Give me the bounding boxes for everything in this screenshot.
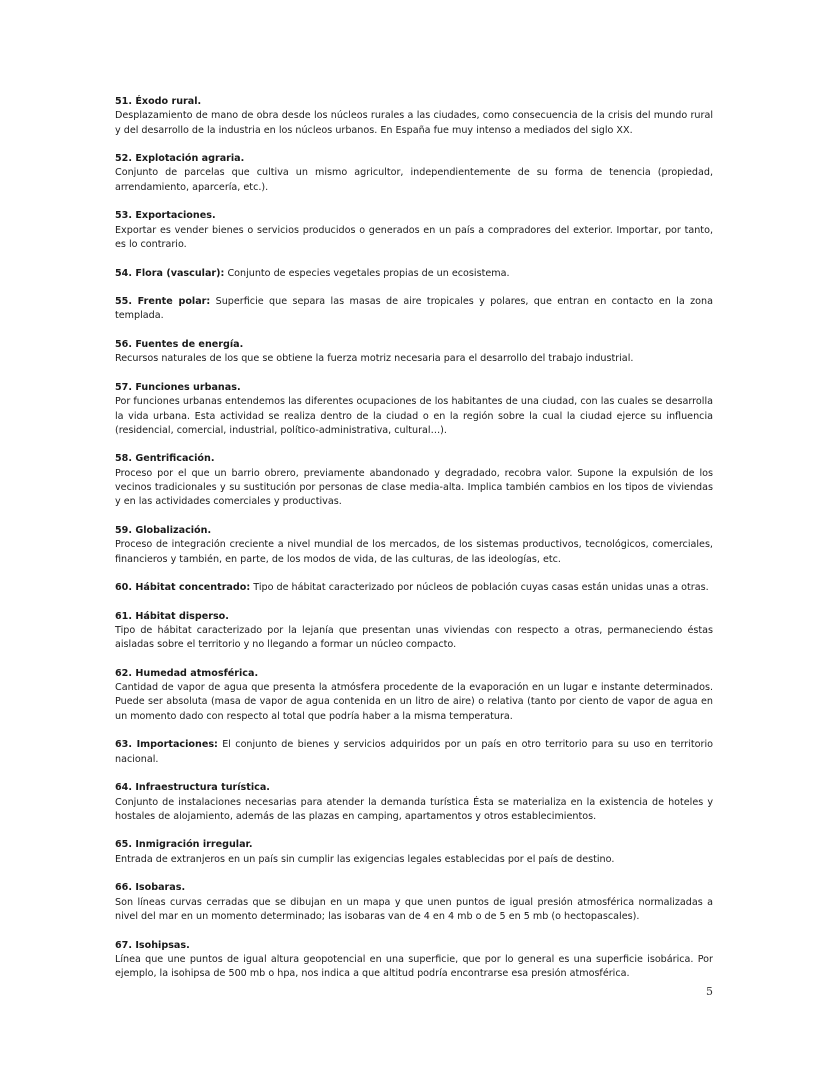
- entry-term: 58. Gentrificación.: [115, 453, 215, 465]
- entry-definition: Proceso de integración creciente a nivel mundial de los mercados, de los sistemas productivos, tecnológicos, comerciales, financieros y también, en parte, de los modos de vida, de las culturas, de las ideologías, etc.: [115, 539, 713, 565]
- entry-definition: Conjunto de especies vegetales propias de un ecosistema.: [227, 267, 510, 279]
- glossary-entry-59: [115, 524, 713, 567]
- entry-term: 62. Humedad atmosférica.: [115, 667, 259, 679]
- glossary-entry-63: [115, 738, 713, 767]
- glossary-entry-52: [115, 152, 713, 195]
- entry-term: 57. Funciones urbanas.: [115, 381, 241, 393]
- glossary-entry-54: [115, 267, 713, 281]
- entry-definition: Son líneas curvas cerradas que se dibujan en un mapa y que unen puntos de igual presión atmosférica normalizadas a nivel del mar en un momento determinado; las isobaras van de 4 en 4 mb o de 5 en 5 mb (o hectopascales).: [115, 896, 713, 922]
- glossary-entry-55: [115, 295, 713, 324]
- entry-term: 67. Isohipsas.: [115, 939, 190, 951]
- page-number: 5: [706, 985, 713, 998]
- entry-term: 59. Globalización.: [115, 524, 212, 536]
- entry-definition: Proceso por el que un barrio obrero, previamente abandonado y degradado, recobra valor. Supone la expulsión de los vecinos tradicionales y su sustitución por personas de clase media-alta. Implica también cambios en los tipos de viviendas y en las actividades comerciales y productivas.: [115, 467, 713, 508]
- glossary-entry-51: [115, 95, 713, 138]
- entry-term: 56. Fuentes de energía.: [115, 339, 244, 351]
- entry-term: 55. Frente polar:: [115, 296, 211, 308]
- entry-definition: Desplazamiento de mano de obra desde los núcleos rurales a las ciudades, como consecuencia de la crisis del mundo rural y del desarrollo de la industria en los núcleos urbanos. En España fue muy intenso a mediados del siglo XX.: [115, 110, 713, 136]
- entry-definition: Exportar es vender bienes o servicios producidos o generados en un país a compradores del exterior. Importar, por tanto, es lo contrario.: [115, 224, 713, 250]
- glossary-entry-66: [115, 881, 713, 924]
- glossary-entry-56: [115, 338, 713, 367]
- entry-definition: Conjunto de instalaciones necesarias para atender la demanda turística Ésta se materializa en la existencia de hoteles y hostales de alojamiento, además de las plazas en camping, apartamentos y otros establecimientos.: [115, 796, 713, 822]
- entry-definition: Entrada de extranjeros en un país sin cumplir las exigencias legales establecidas por el país de destino.: [115, 853, 615, 865]
- entry-term: 54. Flora (vascular):: [115, 267, 225, 279]
- entry-term: 52. Explotación agraria.: [115, 153, 245, 165]
- entry-term: 60. Hábitat concentrado:: [115, 582, 251, 594]
- entry-definition: Recursos naturales de los que se obtiene la fuerza motriz necesaria para el desarrollo del trabajo industrial.: [115, 353, 634, 365]
- entry-term: 65. Inmigración irregular.: [115, 839, 253, 851]
- glossary-entry-61: [115, 610, 713, 653]
- glossary-entry-67: [115, 939, 713, 982]
- entry-definition: Línea que une puntos de igual altura geopotencial en una superficie, que por lo general es una superficie isobárica. Por ejemplo, la isohipsa de 500 mb o hpa, nos indica a que altitud podría encontrarse esa presión atmosférica.: [115, 953, 713, 980]
- glossary-entry-57: [115, 381, 713, 438]
- glossary-entry-65: [115, 838, 713, 867]
- entry-term: 66. Isobaras.: [115, 882, 186, 894]
- entry-term: 63. Importaciones:: [115, 739, 218, 751]
- glossary-page: [115, 95, 713, 996]
- entry-definition: Conjunto de parcelas que cultiva un mismo agricultor, independientemente de su forma de tenencia (propiedad, arrendamiento, aparcería, etc.).: [115, 167, 713, 193]
- entry-definition: Cantidad de vapor de agua que presenta la atmósfera procedente de la evaporación en un lugar e instante determinados. Puede ser absoluta (masa de vapor de agua contenida en un litro de aire) o relativa (tanto por ciento de vapor de agua en un momento dado con respecto al total que podría haber a la misma temperatura.: [115, 682, 713, 722]
- entry-term: 51. Éxodo rural.: [115, 96, 202, 107]
- entry-definition: Tipo de hábitat caracterizado por núcleos de población cuyas casas están unidas unas a otras.: [253, 582, 709, 594]
- glossary-entry-64: [115, 781, 713, 824]
- entry-definition: El conjunto de bienes y servicios adquiridos por un país en otro territorio para su uso en territorio nacional.: [115, 739, 713, 765]
- entry-definition: Por funciones urbanas entendemos las diferentes ocupaciones de los habitantes de una ciudad, con las cuales se desarrolla la vida urbana. Esta actividad se realiza dentro de la ciudad o en la región sobre la cual la ciudad ejerce su influencia (residencial, comercial, industrial, político-administrativa, cultural…).: [115, 396, 713, 436]
- entry-definition: Tipo de hábitat caracterizado por la lejanía que presentan unas viviendas con respecto a otras, permaneciendo éstas aisladas sobre el territorio y no llegando a formar un núcleo compacto.: [115, 624, 713, 651]
- entry-definition: Superficie que separa las masas de aire tropicales y polares, que entran en contacto en la zona templada.: [115, 296, 713, 322]
- glossary-entry-60: [115, 581, 713, 595]
- glossary-entry-58: [115, 452, 713, 509]
- entry-term: 53. Exportaciones.: [115, 210, 216, 222]
- glossary-entry-62: [115, 667, 713, 724]
- entry-term: 61. Hábitat disperso.: [115, 610, 229, 622]
- entry-term: 64. Infraestructura turística.: [115, 782, 270, 794]
- glossary-entry-53: [115, 209, 713, 252]
